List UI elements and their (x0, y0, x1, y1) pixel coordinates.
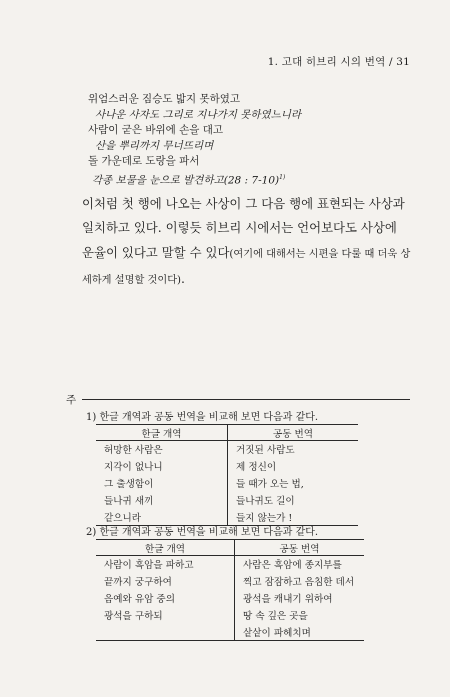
table-cell: 그 출생함이 (96, 475, 228, 492)
table-row (96, 491, 358, 508)
table-row (96, 475, 358, 492)
table-row (96, 623, 364, 640)
table-cell: 땅 속 깊은 곳을 (243, 610, 308, 622)
table-row (96, 606, 364, 623)
poem-line: 산을 뿌리까지 무너뜨리며 (95, 139, 214, 152)
table-cell: 허망한 사람은 (96, 441, 228, 458)
poem-last-line: 각종 보물을 눈으로 발견하고 (92, 174, 224, 187)
column-header: 한글 개역 (96, 425, 228, 441)
note-1-heading: 1) 한글 개역과 공동 번역을 비교해 보면 다음과 같다. (86, 412, 319, 423)
poem-line: 사람이 굳은 바위에 손을 대고 (88, 124, 224, 137)
table-cell: 사람이 흑암을 파하고 (96, 556, 235, 573)
table-row (96, 590, 364, 607)
column-header: 공동 번역 (228, 425, 359, 441)
table-cell: 거짓된 사람도 (236, 445, 295, 457)
table-cell: 들나귀도 길이 (236, 495, 295, 507)
table-cell: 사람은 흑암에 종지부를 (243, 560, 342, 572)
table-cell (96, 623, 235, 640)
poem-quotation (88, 92, 301, 186)
footnote-marker: 1) (279, 173, 286, 181)
body-main-text: 이처럼 첫 행에 나오는 사상이 그 다음 행에 표현되는 사상과 일치하고 있다. 이렇듯 히브리 시에서는 언어보다도 사상에 운율이 있다고 말할 수 있다 (82, 196, 405, 260)
running-header: 1. 고대 히브리 시의 번역 / 31 (267, 56, 410, 68)
table-row (96, 573, 364, 590)
table-header-row (96, 425, 358, 441)
column-header: 한글 개역 (96, 540, 235, 556)
body-aside-text: (여기에 대해서는 시편을 다룰 때 더욱 상세하게 설명할 것이다) (82, 248, 411, 287)
table-cell: 들지 않는가 ! (228, 508, 359, 525)
table-header-row (96, 540, 364, 556)
body-end-mark: . (181, 271, 185, 287)
body-paragraph (82, 192, 412, 294)
table-row (96, 441, 358, 458)
table-cell: 들 때가 오는 법, (236, 478, 304, 490)
notes-marker: 주 (66, 394, 77, 406)
note-1-table (96, 424, 358, 526)
table-cell: 제 정신이 (236, 462, 277, 474)
table-cell: 끝까지 궁구하여 (96, 573, 235, 590)
poem-line: 돌 가운데로 도랑을 파서 (88, 155, 200, 168)
poem-line: 사나운 사자도 그리로 지나가지 못하였느니라 (95, 108, 302, 121)
table-row (96, 458, 358, 475)
note-2-heading: 2) 한글 개역과 공동 번역을 비교해 보면 다음과 같다. (86, 527, 319, 538)
notes-divider (82, 399, 410, 400)
table-cell: 음예와 유암 중의 (96, 590, 235, 607)
table-cell: 지각이 없나니 (96, 458, 228, 475)
table-cell: 광석을 캐내기 위하여 (243, 593, 333, 605)
table-cell: 찍고 잠잠하고 음침한 데서 (243, 577, 355, 589)
table-cell: 광석을 구하되 (96, 606, 235, 623)
note-2-table (96, 539, 364, 641)
table-cell: 같으니라 (96, 508, 228, 525)
table-cell: 들나귀 새끼 (96, 491, 228, 508)
table-cell: 샅샅이 파헤치며 (235, 623, 365, 640)
table-row (96, 556, 364, 573)
poem-line (88, 170, 301, 186)
bible-reference: (28 : 7-10) (223, 174, 280, 187)
column-header: 공동 번역 (235, 540, 365, 556)
poem-line: 위엄스러운 짐승도 밟지 못하였고 (88, 93, 241, 105)
